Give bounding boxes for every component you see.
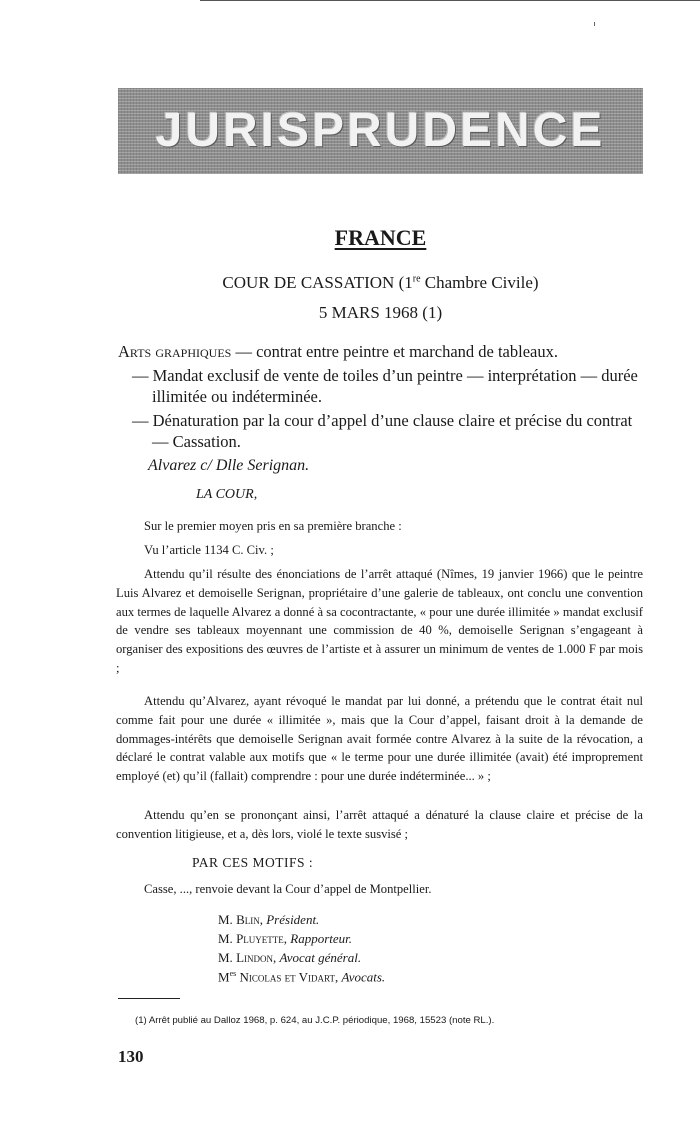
case-parties: Alvarez c/ Dlle Serignan. xyxy=(148,457,310,474)
signatory-president: M. Blin, Président. xyxy=(218,912,320,927)
court-label: LA COUR, xyxy=(196,487,258,502)
paragraph-article-reference: Vu l’article 1134 C. Civ. ; xyxy=(144,543,274,557)
footnote-rule xyxy=(118,998,180,999)
court-heading: COUR DE CASSATION (1re Chambre Civile) xyxy=(222,273,539,292)
country-heading: FRANCE xyxy=(334,225,427,250)
signatory-rapporteur: M. Pluyette, Rapporteur. xyxy=(218,931,353,946)
signatory-advocates: $M^{es}$ Nicolas et Vidart, Avocats. xyxy=(218,969,386,985)
paragraph-first-ground: Sur le premier moyen pris en sa première branche : xyxy=(144,519,402,533)
paragraph-facts: Attendu qu’il résulte des énonciations de l’arrêt attaqué (Nîmes, 19 janvier 1966) que le peintre Luis Alvarez et demoiselle Serignan, propriétaire d’une galerie de tableaux, ont conclu une convention aux termes de laquelle Alvarez a donné à sa cocontractante, « pour une durée illimitée » mandat exclusif de vendre ses tableaux moyennant une commission de 40 %, demoiselle Serignan s’engageant à organiser des expositions des œuvres de l’artiste et à assurer un minimum de ventes de 1.000 F par mois ; xyxy=(116,567,643,675)
decision-text: Casse, ..., renvoie devant la Cour d’appel de Montpellier. xyxy=(144,882,432,896)
decision-date: 5 MARS 1968 (1) xyxy=(318,303,443,322)
summary-line-2: — Mandat exclusif de vente de toiles d’un peintre — interprétation — durée illimitée ou indéterminée. xyxy=(132,366,638,406)
summary-line-3: — Dénaturation par la cour d’appel d’une clause claire et précise du contrat — Cassation. xyxy=(132,411,633,451)
top-rule xyxy=(200,0,700,1)
motifs-heading: PAR CES MOTIFS : xyxy=(192,855,314,870)
paragraph-appeal-reasoning: Attendu qu’Alvarez, ayant révoqué le mandat par lui donné, a prétendu que le contrat était nul comme fait pour une durée « illimitée », mais que la Cour d’appel, faisant droit à la demande de dommages-intérêts que demoiselle Serignan avait formée contre Alvarez à la suite de la révocation, a déclaré le contrat valable aux motifs que « le terme pour une durée illimitée (avait) été improprement employé (et) qu’il (fallait) comprendre : pour une durée indéterminée... » ; xyxy=(116,694,643,784)
page-number: 130 xyxy=(118,1047,144,1066)
banner-title: JURISPRUDENCE xyxy=(155,103,606,157)
summary-line-1: Arts graphiques — contrat entre peintre et marchand de tableaux. xyxy=(118,342,558,361)
margin-mark xyxy=(594,22,595,26)
footnote: (1) Arrêt publié au Dalloz 1968, p. 624, au J.C.P. périodique, 1968, 15523 (note RL.). xyxy=(135,1015,495,1026)
paragraph-holding: Attendu qu’en se prononçant ainsi, l’arrêt attaqué a dénaturé la clause claire et précise de la convention litigieuse, et a, dès lors, violé le texte susvisé ; xyxy=(116,808,643,841)
section-banner xyxy=(118,88,643,174)
signatory-advocate-general: M. Lindon, Avocat général. xyxy=(218,950,362,965)
